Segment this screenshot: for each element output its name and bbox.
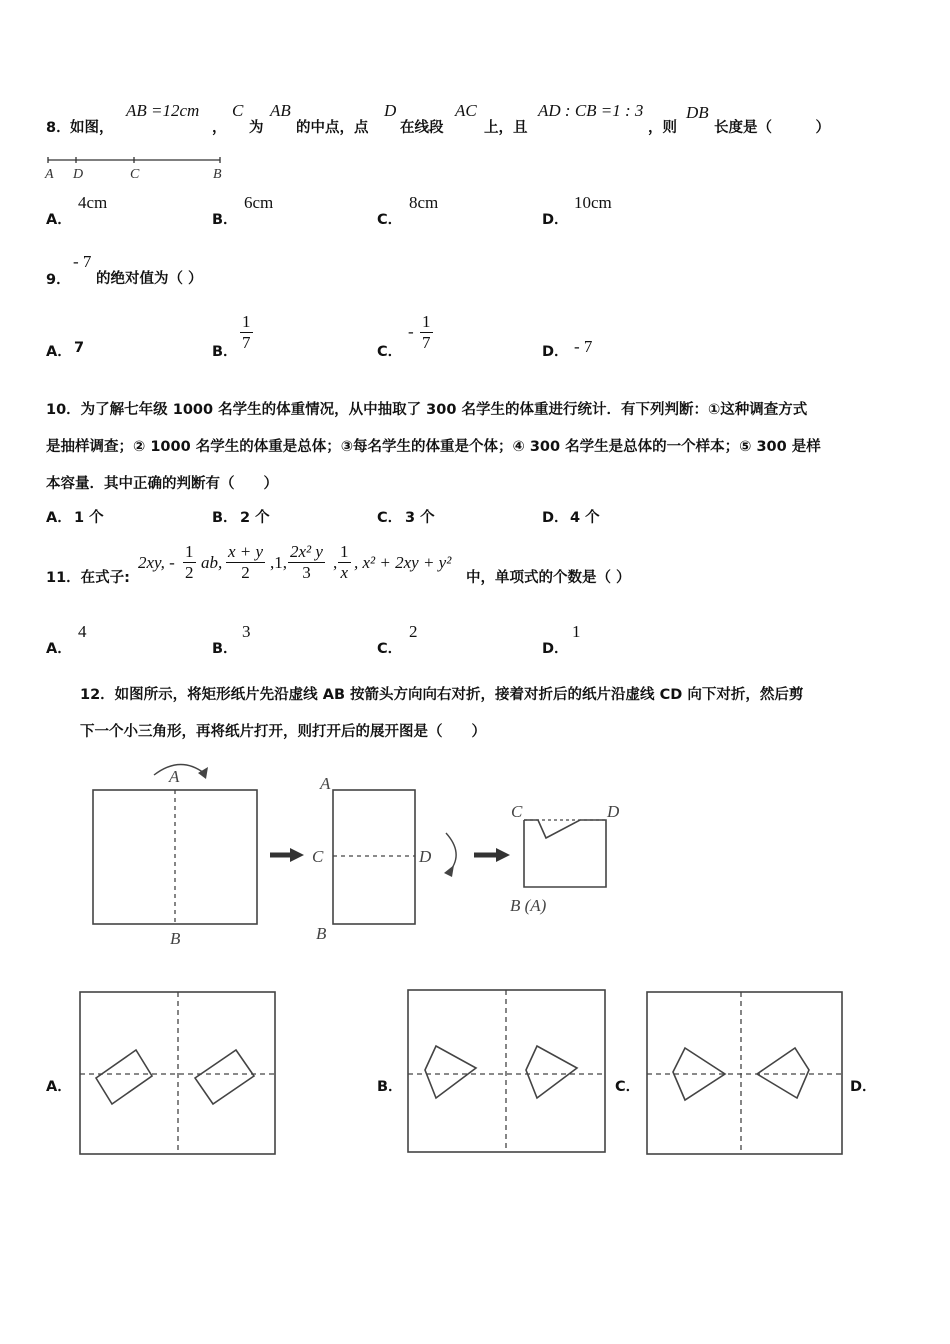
q11-frac-1-num: 1 [185, 542, 194, 561]
q8-segment-figure [44, 152, 228, 182]
q8-d-var: D [384, 101, 397, 120]
q9-option-c-sign: - [408, 322, 414, 341]
q12-folding-figure [80, 755, 640, 955]
q12-option-a-label: A． [46, 1079, 72, 1095]
q9-option-d-value: - 7 [574, 337, 593, 356]
q11-term-4: , [333, 553, 338, 572]
q11-option-a-label: A． [46, 641, 72, 657]
q9-option-c-fraction [420, 312, 433, 353]
q11-frac-3-num: 2x² y [290, 542, 323, 561]
q9-option-c-num: 1 [422, 312, 431, 331]
q8-text-4: 在线段 [400, 120, 444, 136]
q12-line-1: 12．如图所示，将矩形纸片先沿虚线 AB 按箭头方向向右对折，接着对折后的纸片沿虚线 CD 向下对折，然后剪 [80, 687, 804, 703]
q12-fig-label-a2: A [320, 774, 331, 793]
q12-line-2: 下一个小三角形，再将纸片打开，则打开后的展开图是（ ） [80, 724, 486, 740]
q10-option-b-value: 2 个 [240, 510, 270, 526]
q9-option-b-label: B． [212, 344, 238, 360]
q8-text-7: 长度是（ ） [714, 120, 830, 136]
q11-term-5: , x² + 2xy + y² [354, 553, 452, 572]
q12-fig-label-b2: B [316, 924, 327, 943]
q11-suffix: 中，单项式的个数是（ ） [466, 570, 631, 586]
q10-option-a-value: 1 个 [74, 510, 104, 526]
q12-option-figure-1 [78, 990, 278, 1158]
q11-term-3: ,1, [270, 553, 287, 572]
q8-ac-var: AC [455, 101, 477, 120]
q8-ratio: AD : CB =1 : 3 [538, 101, 644, 120]
q11-frac-3 [288, 542, 325, 583]
q8-text-1: 如图， [70, 120, 114, 136]
q8-db-var: DB [686, 103, 709, 122]
q12-fig-label-ba: B (A) [510, 896, 547, 915]
q11-option-c-value: 2 [409, 622, 418, 641]
q10-option-d-value: 4 个 [570, 510, 600, 526]
q8-option-c-value: 8cm [409, 193, 439, 212]
q8-fig-label-c: C [130, 167, 140, 182]
q12-option-b-label: B． [377, 1079, 403, 1095]
q8-number: 8． [46, 120, 71, 136]
q9-option-c-label: C． [377, 344, 403, 360]
q10-option-c-label: C． [377, 510, 403, 526]
q8-text-2: 为 [249, 120, 264, 136]
q11-term-2: ab, [201, 553, 223, 572]
q8-ab-var: AB [270, 101, 291, 120]
q11-option-d-value: 1 [572, 622, 581, 641]
q12-option-figure-2 [406, 988, 608, 1156]
q9-text: 的绝对值为（ ） [96, 271, 203, 287]
q8-text-6: ，则 [648, 120, 677, 136]
q9-option-b-den: 7 [242, 333, 251, 352]
q8-fig-label-a: A [45, 167, 54, 182]
q8-option-c-label: C． [377, 212, 403, 228]
q11-prefix: 11．在式子: [46, 570, 130, 586]
q10-line-1: 10．为了解七年级 1000 名学生的体重情况，从中抽取了 300 名学生的体重进行统计．有下列判断：①这种调查方式 [46, 402, 808, 418]
q12-option-c-label: C． [615, 1079, 641, 1095]
q8-option-a-value: 4cm [78, 193, 108, 212]
q8-option-d-label: D． [542, 212, 569, 228]
q11-frac-4-den: x [340, 563, 349, 582]
q11-frac-1-den: 2 [185, 563, 194, 582]
q9-expr: - 7 [73, 252, 92, 271]
q11-frac-1 [183, 542, 196, 583]
q10-option-d-label: D． [542, 510, 569, 526]
q10-option-c-value: 3 个 [405, 510, 435, 526]
q9-option-d-label: D． [542, 344, 569, 360]
q10-line-2: 是抽样调查；② 1000 名学生的体重是总体；③每名学生的体重是个体；④ 300 名学生是总体的一个样本；⑤ 300 是样 [46, 439, 821, 455]
q8-comma: ， [212, 120, 227, 136]
q11-frac-3-den: 3 [302, 563, 311, 582]
q8-option-b-label: B． [212, 212, 238, 228]
q11-term-1: 2xy, - [138, 553, 175, 572]
q8-option-a-label: A． [46, 212, 72, 228]
q9-option-b-fraction [240, 312, 253, 353]
q12-fig-label-d1: D [419, 847, 432, 866]
q12-option-d-label: D． [850, 1079, 877, 1095]
q11-frac-2 [226, 542, 265, 583]
q10-option-b-label: B． [212, 510, 238, 526]
q11-frac-2-num: x + y [228, 542, 264, 561]
q11-frac-4 [338, 542, 351, 583]
q9-number: 9． [46, 272, 71, 288]
q8-fig-label-d: D [73, 167, 84, 182]
q12-fig-label-b1: B [170, 929, 181, 948]
q11-option-b-value: 3 [242, 622, 251, 641]
q11-frac-4-num: 1 [340, 542, 349, 561]
q8-fig-label-b: B [213, 167, 222, 182]
q10-option-a-label: A． [46, 510, 72, 526]
q12-fig-label-c1: C [312, 847, 324, 866]
q12-fig-label-c2: C [511, 802, 523, 821]
q9-option-a-label: A． [46, 344, 72, 360]
q11-option-c-label: C． [377, 641, 403, 657]
q8-ab-eq: AB =12cm [126, 101, 200, 120]
q11-option-a-value: 4 [78, 622, 87, 641]
q12-fig-label-d2: D [607, 802, 620, 821]
q11-option-b-label: B． [212, 641, 238, 657]
q8-option-b-value: 6cm [244, 193, 274, 212]
q8-text-3: 的中点，点 [296, 120, 369, 136]
q10-line-3: 本容量．其中正确的判断有（ ） [46, 476, 278, 492]
q8-option-d-value: 10cm [574, 193, 612, 212]
q8-c-var: C [232, 101, 244, 120]
q9-option-b-num: 1 [242, 312, 251, 331]
q8-text-5: 上，且 [484, 120, 528, 136]
q9-option-a-value: 7 [74, 340, 85, 356]
q12-fig-label-a1: A [169, 767, 180, 786]
q11-frac-2-den: 2 [241, 563, 250, 582]
q12-option-figure-3 [645, 990, 845, 1158]
q11-option-d-label: D． [542, 641, 569, 657]
q9-option-c-den: 7 [422, 333, 431, 352]
